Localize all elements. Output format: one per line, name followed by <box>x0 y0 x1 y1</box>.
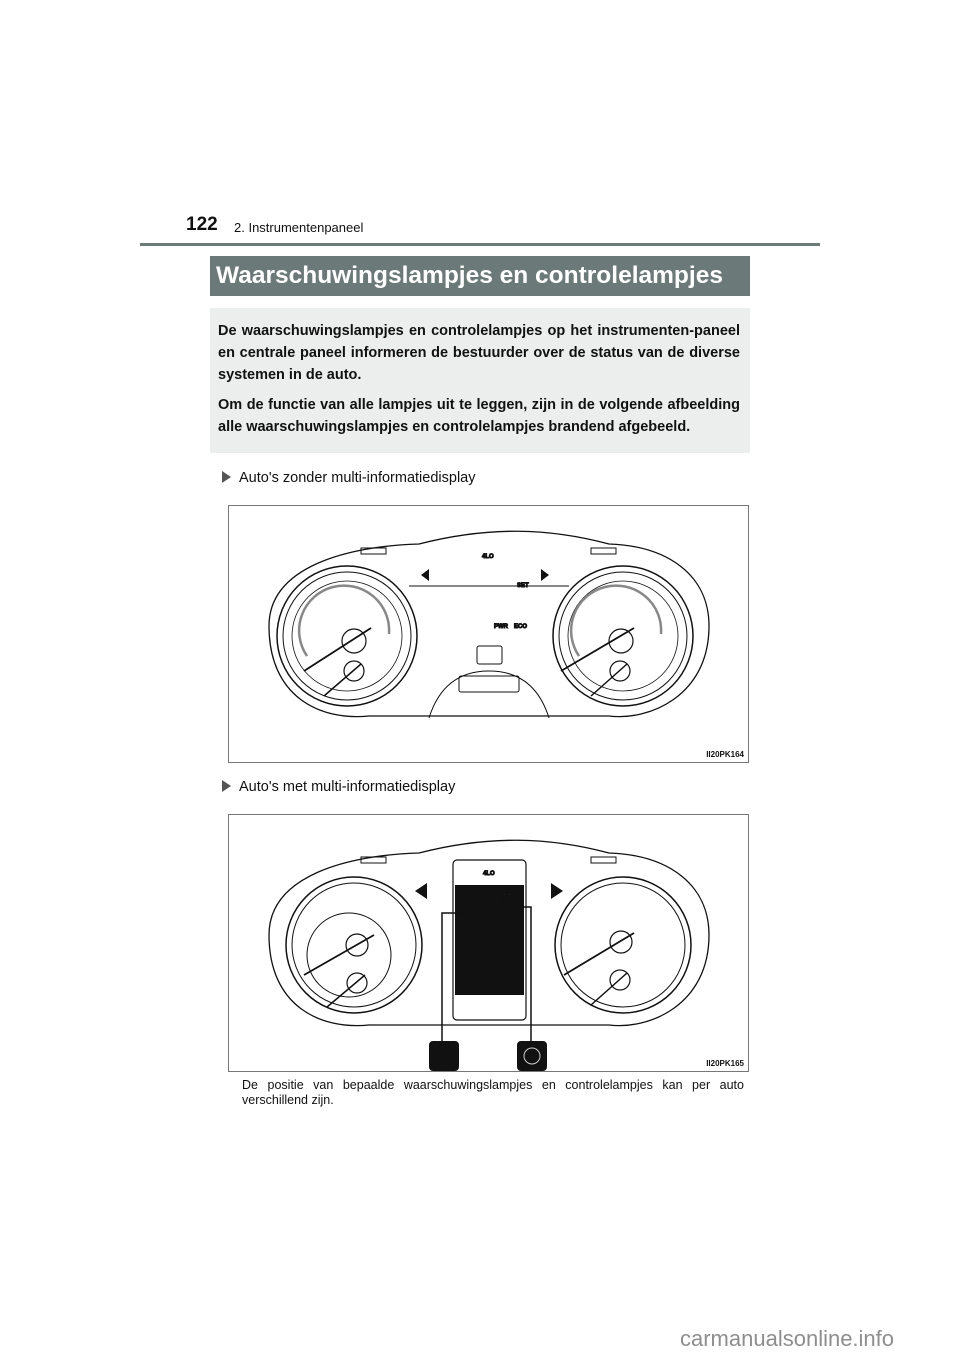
label-set: SET <box>517 583 529 589</box>
figure-cluster-with-mid <box>228 814 749 1072</box>
figure-id: II20PK165 <box>706 1059 744 1068</box>
label-4lo: 4LO <box>483 871 495 877</box>
intro-paragraph: Om de functie van alle lampjes uit te leggen, zijn in de volgende afbeelding alle waarschuwingslampjes en controlelampjes brandend afgebeeld. <box>218 397 740 435</box>
label-pwr: PWR <box>463 913 473 918</box>
figure-caption: De positie van bepaalde waarschuwingslampjes en controlelampjes kan per auto verschillend zijn. <box>242 1078 744 1107</box>
instrument-cluster-illustration <box>229 506 750 764</box>
header-divider <box>140 243 820 246</box>
label-pwr: PWR <box>494 624 508 630</box>
figure-heading-text: Auto's zonder multi-informatiedisplay <box>239 470 476 486</box>
figure-heading-text: Auto's met multi-informatiedisplay <box>239 779 456 795</box>
section-title: Waarschuwingslampjes en controlelampjes <box>210 256 750 296</box>
chapter-title: 2. Instrumentenpaneel <box>234 220 364 235</box>
watermark: carmanualsonline.info <box>680 1326 895 1351</box>
label-imt: iMT <box>501 892 516 902</box>
figure-id: II20PK164 <box>706 750 744 759</box>
intro-box <box>210 308 750 453</box>
label-set: SET <box>499 913 509 919</box>
figure-heading <box>222 470 475 486</box>
label-eco: ECO <box>514 624 528 630</box>
instrument-cluster-illustration <box>229 815 750 1073</box>
label-eco: ECO <box>435 1054 451 1061</box>
figure-cluster-without-mid <box>228 505 749 763</box>
triangle-bullet-icon <box>222 780 231 792</box>
intro-paragraph: De waarschuwingslampjes en controlelampjes op het instrumenten-paneel en centrale paneel informeren de bestuurder over de status van de diverse systemen in de auto. <box>218 323 740 383</box>
page-number: 122 <box>186 214 218 235</box>
figure-heading <box>222 779 455 795</box>
label-4lo: 4LO <box>482 554 494 560</box>
triangle-bullet-icon <box>222 471 231 483</box>
